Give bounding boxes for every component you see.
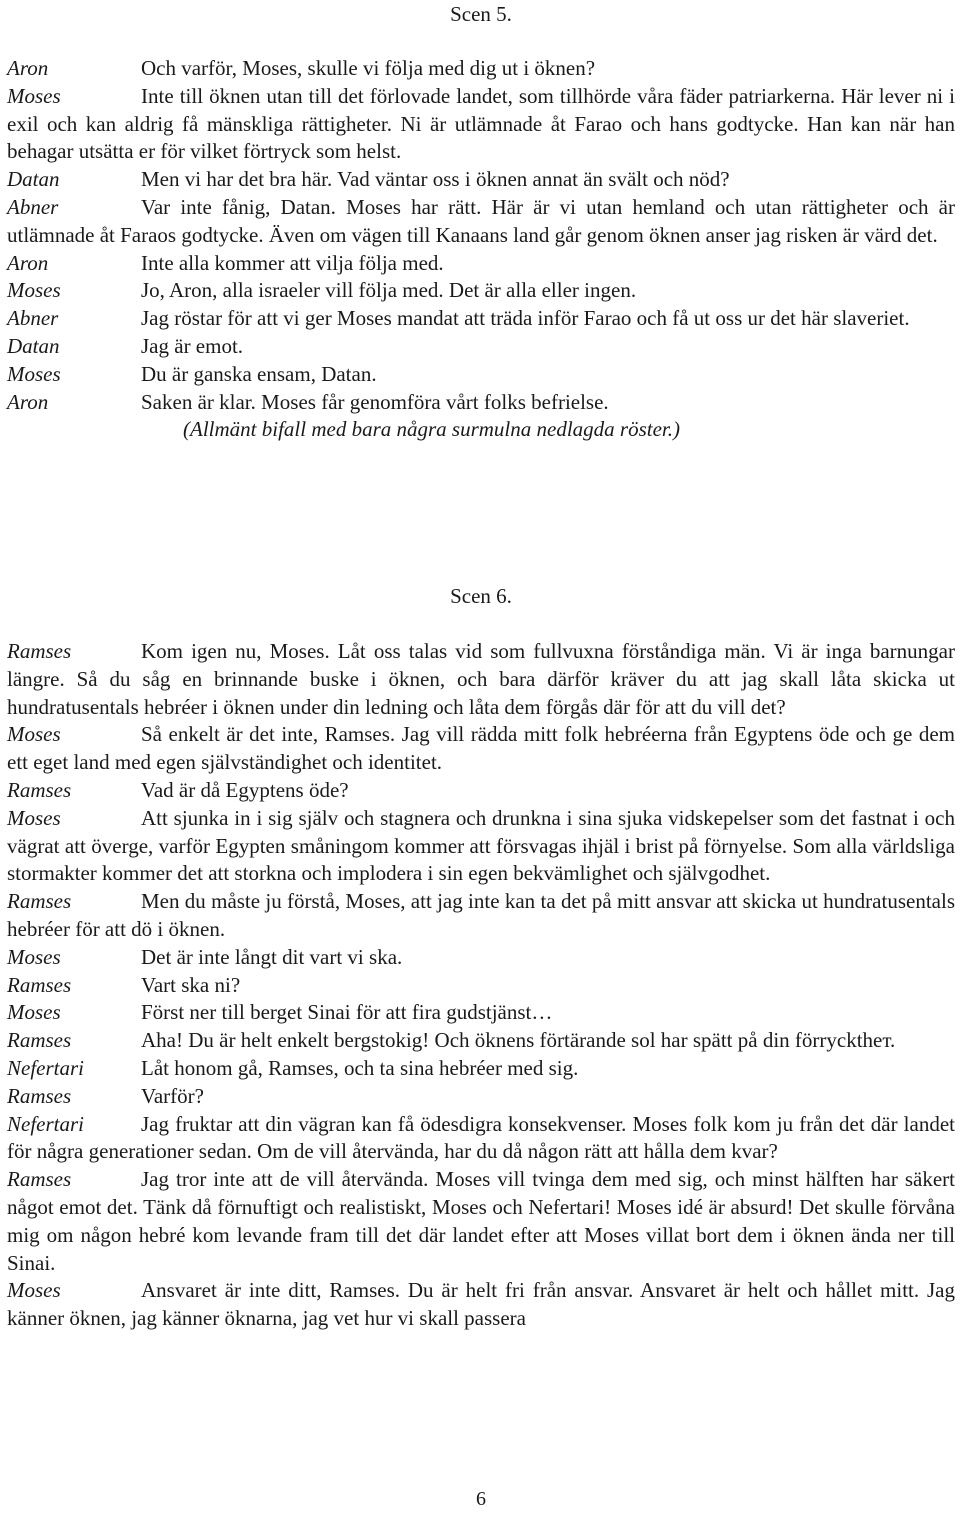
speaker-name: Moses <box>7 83 61 108</box>
dialogue-line <box>7 638 955 721</box>
dialogue-text: Inte till öknen utan till det förlovade landet, som tillhörde våra fäder patriarkerna. Här lever ni i exil och kan aldrig få mänskliga rättigheter. Ni är utlämnade åt Farao och hans godtycke. Han kan när han behagar utsätta er för vilket förtryck som helst. <box>7 83 955 164</box>
dialogue-text: Vart ska ni? <box>141 972 241 997</box>
speaker-name: Moses <box>7 278 61 303</box>
speaker-name: Moses <box>7 1278 61 1303</box>
dialogue-text: Jag tror inte att de vill återvända. Moses vill tvinga dem med sig, och minst hälften har säkert något emot det. Tänk då förnuftigt och realistiskt, Moses och Nefertari! Moses idé är absurd! Det skulle förvåna mig om någon hebré kom levande fram till det där landet efter att Moses villat bort dem i öknen ända ner till Sinai. <box>7 1167 955 1275</box>
dialogue-text: Jag är emot. <box>141 333 244 358</box>
speaker-name: Ramses <box>7 639 72 663</box>
dialogue-line <box>7 1055 955 1083</box>
dialogue-text: Först ner till berget Sinai för att fira gudstjänst… <box>141 1000 553 1025</box>
dialogue-line <box>7 305 955 333</box>
dialogue-line <box>7 1277 955 1333</box>
stage-direction: (Allmänt bifall med bara några surmulna nedlagda röster.) <box>183 417 680 442</box>
scene-5-dialogue <box>7 55 955 444</box>
dialogue-line <box>7 277 955 305</box>
dialogue-text: Så enkelt är det inte, Ramses. Jag vill rädda mitt folk hebréerna från Egyptens öde och ge dem ett eget land med egen självständighet och identitet. <box>7 722 955 775</box>
dialogue-line <box>7 777 955 805</box>
dialogue-text: Att sjunka in i sig själv och stagnera och drunkna i sina sjuka vidskepelser som det fastnat i och vägrat att överge, varför Egypten småningom kommer att försvagas ihjäl i brist på förnyelse. Som alla världsliga stormakter kommer det att storkna och implodera i sin egen bekvämlighet och självgodhet. <box>7 805 955 886</box>
dialogue-line <box>7 1083 955 1111</box>
speaker-name: Ramses <box>7 1167 72 1192</box>
speaker-name: Moses <box>7 805 61 830</box>
dialogue-text: Det är inte långt dit vart vi ska. <box>141 944 403 969</box>
dialogue-text: Kom igen nu, Moses. Låt oss talas vid som fullvuxna förståndiga män. Vi är inga barnungar längre. Så du såg en brinnande buske i öknen, och bara därför kräver du att jag skall låta skicka ut hundratusentals hebréer i öknen under din ledning och låta dem förgås där för att du vill det? <box>7 639 955 719</box>
page-number: 6 <box>476 1488 486 1510</box>
dialogue-text: Varför? <box>141 1083 204 1108</box>
dialogue-line <box>7 999 955 1027</box>
speaker-name: Moses <box>7 944 61 969</box>
dialogue-text: Var inte fånig, Datan. Moses har rätt. Här är vi utan hemland och utan rättigheter och är utlämnade åt Faraos godtycke. Även om vägen till Kanaans land går genom öknen anser jag risken är värd det. <box>7 194 955 247</box>
dialogue-line <box>7 361 955 389</box>
dialogue-text: Du är ganska ensam, Datan. <box>141 361 377 386</box>
dialogue-text: Jag fruktar att din vägran kan få ödesdigra konsekvenser. Moses folk kom ju från det där landet för några generationer sedan. Om de vill återvända, har du då någon rätt att hålla dem kvar? <box>7 1111 955 1164</box>
dialogue-text: Saken är klar. Moses får genomföra vårt folks befrielse. <box>141 389 609 414</box>
speaker-name: Moses <box>7 361 61 386</box>
dialogue-line <box>7 944 955 972</box>
dialogue-text: Men du måste ju förstå, Moses, att jag inte kan ta det på mitt ansvar att skicka ut hundratusentals hebréer för att dö i öknen. <box>7 889 955 941</box>
dialogue-line <box>7 194 955 250</box>
dialogue-line <box>7 1166 955 1277</box>
dialogue-line <box>7 721 955 777</box>
dialogue-text: Vad är då Egyptens öde? <box>141 777 349 802</box>
speaker-name: Aron <box>7 389 49 414</box>
speaker-name: Nefertari <box>7 1111 84 1136</box>
dialogue-text: Aha! Du är helt enkelt bergstokig! Och öknens förtärande sol har spätt på din förrycktheт. <box>141 1028 896 1053</box>
dialogue-line <box>7 250 955 278</box>
dialogue-text: Låt honom gå, Ramses, och ta sina hebréer med sig. <box>141 1055 579 1080</box>
dialogue-text: Jag röstar för att vi ger Moses mandat att träda inför Farao och få ut oss ur det här slaveriet. <box>141 306 910 331</box>
dialogue-text: Jo, Aron, alla israeler vill följa med. Det är alla eller ingen. <box>141 278 637 303</box>
speaker-name: Aron <box>7 56 49 80</box>
dialogue-text: Och varför, Moses, skulle vi följa med dig ut i öknen? <box>141 56 596 80</box>
scene-6-title: Scen 6. <box>450 584 512 608</box>
speaker-name: Ramses <box>7 1083 72 1108</box>
dialogue-line <box>7 389 955 417</box>
speaker-name: Ramses <box>7 1028 72 1053</box>
speaker-name: Ramses <box>7 972 72 997</box>
dialogue-line <box>7 1111 955 1167</box>
speaker-name: Abner <box>7 306 59 331</box>
speaker-name: Abner <box>7 194 59 219</box>
speaker-name: Aron <box>7 250 49 275</box>
scene-5-title: Scen 5. <box>450 2 512 26</box>
dialogue-line <box>7 1027 955 1055</box>
dialogue-line <box>7 972 955 1000</box>
speaker-name: Ramses <box>7 889 72 914</box>
dialogue-line <box>7 805 955 888</box>
dialogue-line <box>7 888 955 944</box>
speaker-name: Moses <box>7 722 61 747</box>
speaker-name: Nefertari <box>7 1055 84 1080</box>
speaker-name: Moses <box>7 1000 61 1025</box>
speaker-name: Datan <box>7 333 60 358</box>
dialogue-line <box>7 333 955 361</box>
dialogue-line <box>7 166 955 194</box>
dialogue-text: Ansvaret är inte ditt, Ramses. Du är helt fri från ansvar. Ansvaret är helt och hållet mitt. Jag känner öknen, jag känner öknarna, jag vet hur vi skall passera <box>7 1278 955 1331</box>
speaker-name: Ramses <box>7 777 72 802</box>
dialogue-text: Men vi har det bra här. Vad väntar oss i öknen annat än svält och nöd? <box>141 167 730 192</box>
dialogue-line <box>7 83 955 166</box>
dialogue-text: Inte alla kommer att vilja följa med. <box>141 250 444 275</box>
speaker-name: Datan <box>7 167 60 192</box>
scene-6-dialogue <box>7 638 955 1333</box>
dialogue-line <box>7 55 955 83</box>
